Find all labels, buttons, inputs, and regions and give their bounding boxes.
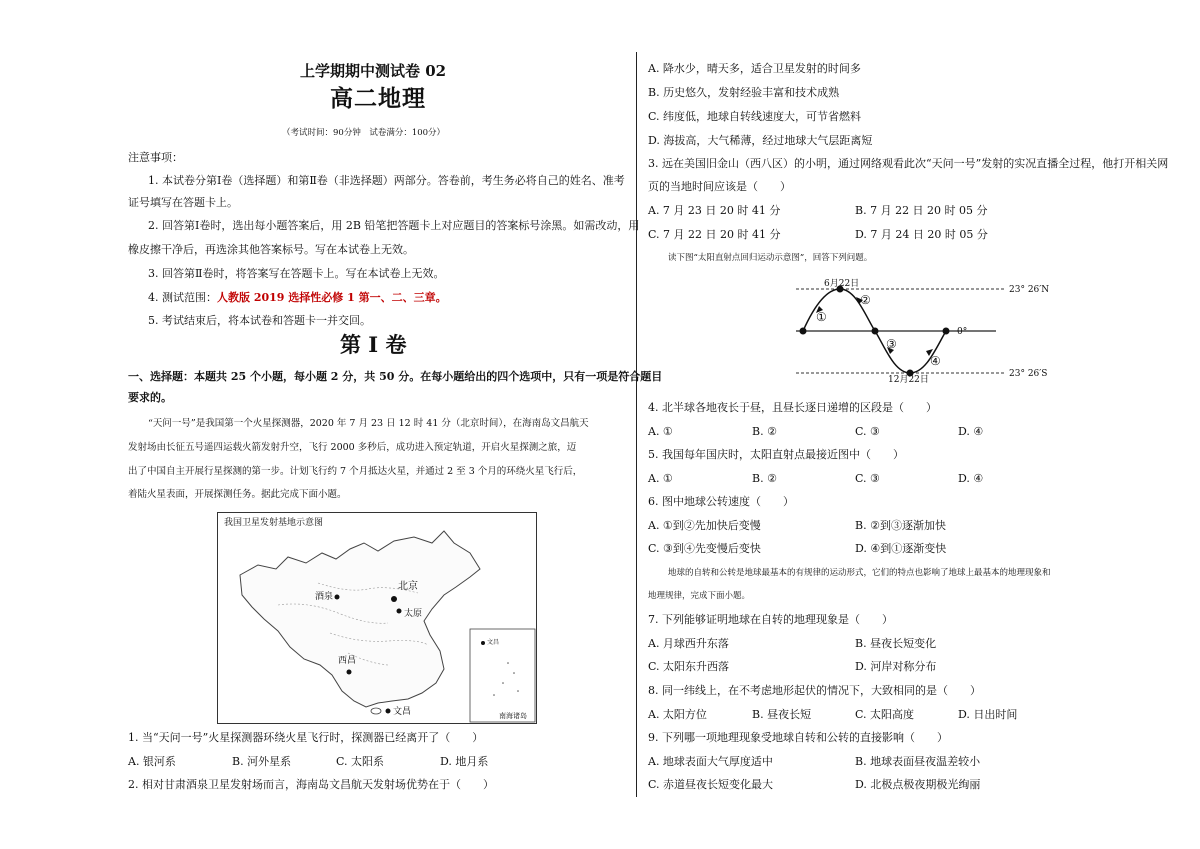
city-jiuquan: 酒泉 (315, 592, 334, 602)
note-4-scope: 人教版 2019 选择性必修 1 第一、二、三章。 (217, 291, 447, 304)
q1-option-c: C. 太阳系 (336, 755, 385, 768)
china-outline (240, 531, 480, 707)
note-1a: 1. 本试卷分第Ⅰ卷（选择题）和第Ⅱ卷（非选择题）两部分。答卷前，考生务必将自己的姓名、准考 (148, 174, 625, 187)
q2-option-c: C. 纬度低，地球自转线速度大，可节省燃料 (648, 110, 862, 123)
q6-option-c: C. ③到④先变慢后变快 (648, 542, 761, 555)
q1-option-b: B. 河外星系 (232, 755, 292, 768)
note-5: 5. 考试结束后，将本试卷和答题卡一并交回。 (148, 314, 371, 327)
q9-option-d: D. 北极点极夜期极光绚丽 (855, 778, 981, 791)
passage1-l2: 发射场由长征五号遥四运载火箭发射升空，飞行 2000 多秒后，成功进入预定轨道，开启火星探测之旅，迈 (128, 442, 577, 453)
q2-stem: 2. 相对甘肃酒泉卫星发射场而言，海南岛文昌航天发射场优势在于（ ） (128, 778, 494, 791)
q7-option-c: C. 太阳东升西落 (648, 660, 730, 673)
passage1-l1: “天问一号”是我国第一个火星探测器，2020 年 7 月 23 日 12 时 41 分（北京时间），在海南岛文昌航天 (148, 418, 589, 429)
q5-option-d: D. ④ (958, 472, 984, 485)
china-map-figure (217, 512, 537, 724)
section-intro-b: 要求的。 (128, 391, 172, 404)
q7-stem: 7. 下列能够证明地球在自转的地理现象是（ ） (648, 613, 893, 626)
q3-stem-a: 3. 远在美国旧金山（西八区）的小明，通过网络观看此次“天问一号”发射的实况直播全过程，他打开相关网 (648, 157, 1169, 170)
q3-option-a: A. 7 月 23 日 20 时 41 分 (648, 204, 781, 217)
q2-option-b: B. 历史悠久，发射经验丰富和技术成熟 (648, 86, 840, 99)
q5-option-b: B. ② (752, 472, 777, 485)
q6-option-b: B. ②到③逐渐加快 (855, 519, 946, 532)
note-4 (148, 291, 447, 305)
passage2: 读下图“太阳直射点回归运动示意图”，回答下列问题。 (668, 253, 873, 263)
column-divider (636, 52, 637, 797)
q4-option-b: B. ② (752, 425, 777, 438)
q8-option-a: A. 太阳方位 (648, 708, 707, 721)
section-intro-a: 一、选择题：本题共 25 个小题，每小题 2 分，共 50 分。在每小题给出的四个选项中，只有一项是符合题目 (128, 370, 663, 383)
q6-option-d: D. ④到①逐渐变快 (855, 542, 947, 555)
diagram-equator: 0° (957, 327, 968, 337)
q3-option-d: D. 7 月 24 日 20 时 05 分 (855, 228, 988, 241)
diagram-mark-2: ② (860, 293, 871, 307)
q5-stem: 5. 我国每年国庆时，太阳直射点最接近图中（ ） (648, 448, 904, 461)
passage1-l3: 出了中国自主开展行星探测的第一步。计划飞行约 7 个月抵达火星，并通过 2 至 3 个月的环绕火星飞行后， (128, 466, 583, 477)
q6-option-a: A. ①到②先加快后变慢 (648, 519, 761, 532)
q1-option-d: D. 地月系 (440, 755, 489, 768)
q6-stem: 6. 图中地球公转速度（ ） (648, 495, 794, 508)
subject-title: 高二地理 (330, 85, 426, 112)
q8-stem: 8. 同一纬线上，在不考虑地形起伏的情况下，大致相同的是（ ） (648, 684, 981, 697)
q8-option-d: D. 日出时间 (958, 708, 1018, 721)
q8-option-c: C. 太阳高度 (855, 708, 915, 721)
city-beijing: 北京 (398, 581, 418, 592)
diagram-south-lat: 23° 26′S (1009, 369, 1048, 379)
city-taiyuan: 太原 (404, 609, 423, 619)
inset-city: 文昌 (487, 639, 500, 646)
q7-option-d: D. 河岸对称分布 (855, 660, 937, 673)
exam-info: （考试时间：90分钟 试卷满分：100分） (282, 128, 446, 138)
passage3-l2: 地理规律，完成下面小题。 (648, 591, 751, 601)
q5-option-a: A. ① (648, 472, 673, 485)
q4-option-c: C. ③ (855, 425, 880, 438)
q1-option-a: A. 银河系 (128, 755, 176, 768)
q7-option-a: A. 月球西升东落 (648, 637, 729, 650)
q2-option-a: A. 降水少，晴天多，适合卫星发射的时间多 (648, 62, 861, 75)
notes-heading: 注意事项： (128, 151, 183, 164)
q9-stem: 9. 下列哪一项地理现象受地球自转和公转的直接影响（ ） (648, 731, 948, 744)
diagram-jun22: 6月22日 (824, 279, 860, 289)
q3-stem-b: 页的当地时间应该是（ ） (648, 180, 791, 193)
q7-option-b: B. 昼夜长短变化 (855, 637, 937, 650)
q9-option-a: A. 地球表面大气厚度适中 (648, 755, 773, 768)
passage3-l1: 地球的自转和公转是地球最基本的有规律的运动形式，它们的特点也影响了地球上最基本的地理现象和 (668, 568, 1051, 578)
note-2b: 橡皮擦干净后，再选涂其他答案标号。写在本试卷上无效。 (128, 243, 414, 256)
q3-option-b: B. 7 月 22 日 20 时 05 分 (855, 204, 988, 217)
section-title: 第 I 卷 (340, 332, 407, 357)
diagram-mark-1: ① (816, 310, 827, 324)
q2-option-d: D. 海拔高，大气稀薄，经过地球大气层距离短 (648, 134, 873, 147)
note-2a: 2. 回答第Ⅰ卷时，选出每小题答案后，用 2B 铅笔把答题卡上对应题目的答案标号涂黑。如需改动，用 (148, 219, 640, 232)
map-title: 我国卫星发射基地示意图 (224, 518, 324, 528)
q4-option-d: D. ④ (958, 425, 984, 438)
diagram-north-lat: 23° 26′N (1009, 285, 1050, 295)
q1-stem: 1. 当“天问一号”火星探测器环绕火星飞行时，探测器已经离开了（ ） (128, 731, 484, 744)
note-4-prefix: 4. 测试范围： (148, 291, 217, 304)
inset-label: 南海诸岛 (499, 712, 527, 720)
q9-option-b: B. 地球表面昼夜温差较小 (855, 755, 981, 768)
inset-box (470, 629, 535, 722)
diagram-mark-4: ④ (930, 354, 941, 368)
note-3: 3. 回答第Ⅱ卷时，将答案写在答题卡上。写在本试卷上无效。 (148, 267, 445, 280)
q4-stem: 4. 北半球各地夜长于昼，且昼长逐日递增的区段是（ ） (648, 401, 937, 414)
city-xichang: 西昌 (338, 656, 357, 666)
q8-option-b: B. 昼夜长短 (752, 708, 812, 721)
city-wenchang: 文昌 (393, 707, 412, 717)
passage1-l4: 着陆火星表面，开展探测任务。据此完成下面小题。 (128, 489, 347, 500)
china-map-svg (218, 513, 536, 723)
exam-title: 上学期期中测试卷 02 (300, 62, 447, 80)
q3-option-c: C. 7 月 22 日 20 时 41 分 (648, 228, 781, 241)
diagram-dec22: 12月22日 (888, 375, 929, 385)
q9-option-c: C. 赤道昼夜长短变化最大 (648, 778, 774, 791)
q5-option-c: C. ③ (855, 472, 880, 485)
q4-option-a: A. ① (648, 425, 673, 438)
note-1b: 证号填写在答题卡上。 (128, 196, 238, 209)
diagram-mark-3: ③ (886, 337, 897, 351)
